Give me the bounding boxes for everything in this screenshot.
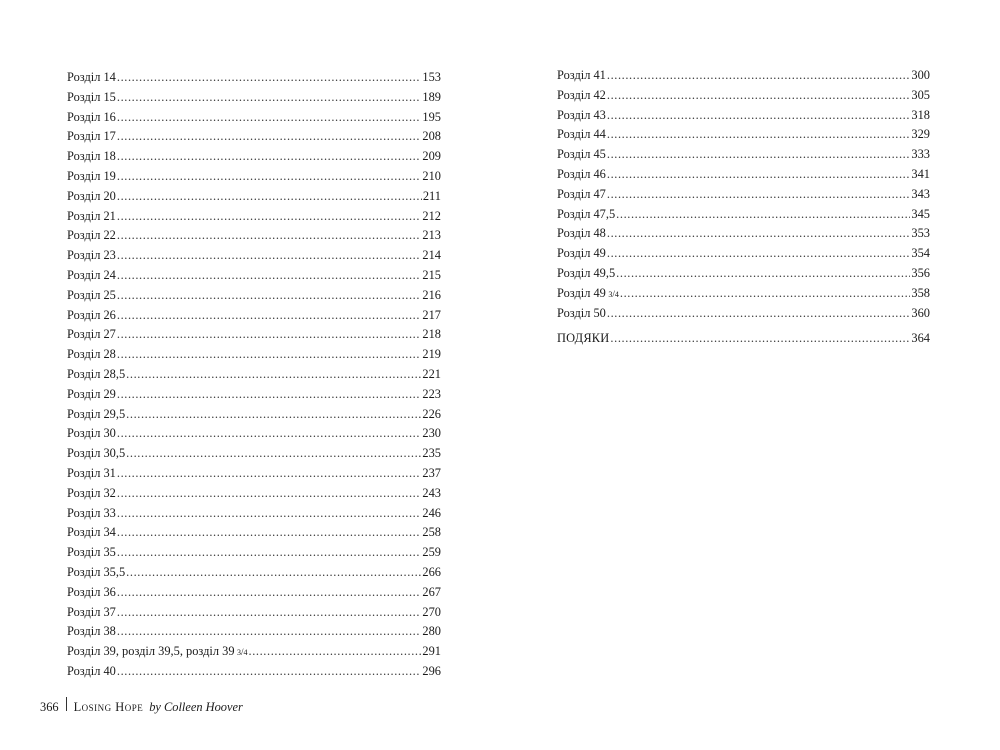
toc-entry [67, 504, 441, 524]
toc-entry-label: Розділ 24 [67, 267, 116, 282]
toc-entry-label: Розділ 33 [67, 505, 116, 520]
toc-entry [67, 603, 441, 623]
toc-entry-page: 223 [422, 386, 441, 401]
toc-entry [67, 563, 441, 583]
toc-entry [557, 66, 930, 86]
toc-entry-page: 217 [422, 307, 441, 322]
toc-entry-page: 208 [422, 129, 441, 144]
toc-entry-label: Розділ 40 [67, 663, 116, 678]
toc-entry [557, 224, 930, 244]
dot-leader [117, 187, 422, 207]
toc-entry-page: 243 [422, 485, 441, 500]
toc-entry-label: Розділ 28,5 [67, 366, 126, 381]
toc-entry-label: Розділ 30 [67, 426, 116, 441]
dot-leader [126, 444, 421, 464]
dot-leader [117, 147, 422, 167]
dot-leader [117, 385, 422, 405]
toc-entry-label: Розділ 44 [557, 127, 606, 142]
dot-leader [117, 68, 422, 88]
toc-entry-label: Розділ 29,5 [67, 406, 126, 421]
toc-entry [557, 284, 930, 304]
page-number: 366 [40, 700, 59, 714]
toc-entry-page: 364 [911, 331, 930, 346]
toc-entry-label: Розділ 49 [557, 285, 606, 300]
toc-entry-page: 267 [422, 584, 441, 599]
toc-entry-label: Розділ 23 [67, 248, 116, 263]
dot-leader [117, 127, 422, 147]
toc-entry-label: Розділ 22 [67, 228, 116, 243]
toc-entry [67, 345, 441, 365]
toc-entry [67, 385, 441, 405]
author-name: by Colleen Hoover [149, 700, 243, 714]
toc-entry-label: Розділ 37 [67, 604, 116, 619]
toc-entry-page: 356 [911, 265, 930, 280]
toc-entry-page: 343 [911, 186, 930, 201]
toc-entry-page: 235 [422, 446, 441, 461]
toc-entry-label: Розділ 36 [67, 584, 116, 599]
dot-leader [117, 662, 422, 682]
dot-leader [117, 88, 422, 108]
dot-leader [607, 106, 911, 126]
toc-entry-label: Розділ 48 [557, 226, 606, 241]
toc-entry-label: Розділ 41 [557, 68, 606, 82]
toc-entry [67, 266, 441, 286]
book-title: Losing Hope [73, 700, 144, 714]
toc-entry-label: Розділ 26 [67, 307, 116, 322]
toc-entry [67, 583, 441, 603]
toc-entry-page: 221 [422, 366, 441, 381]
toc-entry [557, 329, 930, 349]
footer-divider [66, 697, 67, 711]
dot-leader [607, 66, 911, 86]
toc-entry [557, 185, 930, 205]
toc-entry-label: Розділ 39, розділ 39,5, розділ 39 [67, 644, 235, 659]
toc-entry-label: Розділ 21 [67, 208, 116, 223]
dot-leader [117, 464, 422, 484]
dot-leader [607, 125, 911, 145]
fraction-numerator: 3 [237, 648, 241, 658]
toc-entry-page: 291 [422, 644, 441, 659]
toc-entry-label: Розділ 17 [67, 129, 116, 144]
dot-leader [607, 224, 911, 244]
fraction-denominator: 4 [614, 289, 619, 299]
toc-entry-page: 296 [422, 663, 441, 678]
toc-entry-page: 189 [422, 89, 441, 104]
toc-entry [557, 86, 930, 106]
toc-entry [67, 484, 441, 504]
dot-leader [126, 405, 421, 425]
toc-entry-page: 266 [422, 564, 441, 579]
toc-entry-page: 210 [422, 168, 441, 183]
toc-entry-page: 216 [422, 287, 441, 302]
toc-entry [557, 145, 930, 165]
toc-entry-label: Розділ 35,5 [67, 564, 126, 579]
toc-entry [67, 127, 441, 147]
toc-entry-page: 300 [911, 68, 930, 82]
dot-leader [117, 543, 422, 563]
toc-entry [557, 165, 930, 185]
toc-entry [67, 306, 441, 326]
toc-entry-label: Розділ 45 [557, 147, 606, 162]
toc-entry-page: 213 [422, 228, 441, 243]
toc-entry [67, 642, 441, 662]
dot-leader [117, 286, 422, 306]
toc-entry-page: 270 [422, 604, 441, 619]
toc-entry-page: 230 [422, 426, 441, 441]
dot-leader [620, 284, 911, 304]
page-footer [40, 697, 243, 715]
dot-leader [117, 306, 422, 326]
toc-entry-label: Розділ 34 [67, 525, 116, 540]
toc-entry-label: Розділ 16 [67, 109, 116, 124]
toc-entry-label: Розділ 32 [67, 485, 116, 500]
toc-entry-label: Розділ 25 [67, 287, 116, 302]
toc-entry-page: 358 [911, 285, 930, 300]
toc-entry-label: Розділ 49,5 [557, 265, 616, 280]
toc-entry-label: Розділ 29 [67, 386, 116, 401]
toc-entry-label: Розділ 30,5 [67, 446, 126, 461]
dot-leader [607, 244, 911, 264]
toc-entry [67, 622, 441, 642]
toc-entry-page: 211 [422, 188, 441, 203]
toc-entry [67, 444, 441, 464]
toc-entry [67, 286, 441, 306]
toc-entry-label: Розділ 28 [67, 347, 116, 362]
toc-entry-page: 258 [422, 525, 441, 540]
fraction-slash: / [612, 288, 615, 299]
dot-leader [616, 205, 910, 225]
toc-entry-page: 318 [911, 107, 930, 122]
toc-entry-page: 219 [422, 347, 441, 362]
toc-entry [557, 205, 930, 225]
dot-leader [117, 266, 422, 286]
toc-entry-page: 353 [911, 226, 930, 241]
toc-entry [67, 68, 441, 88]
dot-leader [117, 603, 422, 623]
toc-entry [67, 405, 441, 425]
dot-leader [607, 86, 911, 106]
toc-entry [67, 167, 441, 187]
toc-entry-label: Розділ 42 [557, 87, 606, 102]
toc-entry-label: Розділ 50 [557, 305, 606, 320]
toc-entry-page: 214 [422, 248, 441, 263]
toc-entry [67, 365, 441, 385]
toc-entry-label: Розділ 38 [67, 624, 116, 639]
toc-entry [67, 325, 441, 345]
toc-entry-page: 212 [422, 208, 441, 223]
toc-entry [67, 662, 441, 682]
toc-entry-page: 226 [422, 406, 441, 421]
toc-entry-page: 333 [911, 147, 930, 162]
dot-leader [117, 246, 422, 266]
dot-leader [117, 523, 422, 543]
toc-entry-page: 329 [911, 127, 930, 142]
dot-leader [126, 563, 421, 583]
toc-entry-page: 345 [911, 206, 930, 221]
toc-entry-label: Розділ 47,5 [557, 206, 616, 221]
toc-entry-page: 195 [422, 109, 441, 124]
toc-entry-page: 354 [911, 246, 930, 261]
toc-entry [557, 264, 930, 284]
toc-entry-label: Розділ 47 [557, 186, 606, 201]
toc-entry-page: 280 [422, 624, 441, 639]
toc-entry-page: 153 [422, 70, 441, 84]
dot-leader [117, 207, 422, 227]
dot-leader [117, 325, 422, 345]
dot-leader [117, 504, 422, 524]
dot-leader [117, 424, 422, 444]
toc-entry [557, 106, 930, 126]
dot-leader [117, 226, 422, 246]
toc-entry [67, 108, 441, 128]
dot-leader [249, 642, 422, 662]
toc-entry-label: Розділ 31 [67, 465, 116, 480]
dot-leader [126, 365, 421, 385]
dot-leader [607, 165, 911, 185]
dot-leader [607, 304, 911, 324]
toc-entry-label: Розділ 43 [557, 107, 606, 122]
dot-leader [117, 108, 422, 128]
toc-entry [67, 88, 441, 108]
dot-leader [616, 264, 910, 284]
toc-entry [67, 246, 441, 266]
toc-entry-page: 237 [422, 465, 441, 480]
dot-leader [607, 185, 911, 205]
toc-entry-page: 218 [422, 327, 441, 342]
toc-entry [67, 187, 441, 207]
toc-entry [67, 424, 441, 444]
toc-entry-page: 341 [911, 166, 930, 181]
toc-entry [67, 523, 441, 543]
toc-entry-label: Розділ 35 [67, 545, 116, 560]
toc-entry-label: Розділ 46 [557, 166, 606, 181]
toc-entry-label: Розділ 19 [67, 168, 116, 183]
dot-leader [117, 583, 422, 603]
fraction-slash: / [241, 647, 244, 658]
toc-column-left [67, 68, 441, 682]
toc-entry-label: Розділ 20 [67, 188, 116, 203]
toc-entry-page: 259 [422, 545, 441, 560]
toc-entry [67, 543, 441, 563]
toc-entry-page: 209 [422, 149, 441, 164]
toc-entry-label: ПОДЯКИ [557, 331, 610, 346]
toc-entry-page: 215 [422, 267, 441, 282]
dot-leader [607, 145, 911, 165]
toc-entry-label: Розділ 15 [67, 89, 116, 104]
dot-leader [117, 484, 422, 504]
toc-column-right [557, 66, 930, 349]
toc-entry [67, 207, 441, 227]
toc-entry-page: 305 [911, 87, 930, 102]
dot-leader [610, 329, 910, 349]
toc-entry [557, 244, 930, 264]
dot-leader [117, 345, 422, 365]
toc-entry-page: 246 [422, 505, 441, 520]
toc-entry [557, 125, 930, 145]
toc-entry-label: Розділ 18 [67, 149, 116, 164]
fraction-numerator: 3 [608, 289, 613, 299]
toc-entry [67, 147, 441, 167]
toc-entry-page: 360 [911, 305, 930, 320]
fraction-denominator: 4 [243, 648, 248, 658]
toc-entry-label: Розділ 14 [67, 70, 116, 84]
toc-entry-label: Розділ 27 [67, 327, 116, 342]
dot-leader [117, 167, 422, 187]
toc-entry-label: Розділ 49 [557, 246, 606, 261]
toc-entry [67, 226, 441, 246]
toc-entry [67, 464, 441, 484]
toc-entry [557, 304, 930, 324]
dot-leader [117, 622, 422, 642]
